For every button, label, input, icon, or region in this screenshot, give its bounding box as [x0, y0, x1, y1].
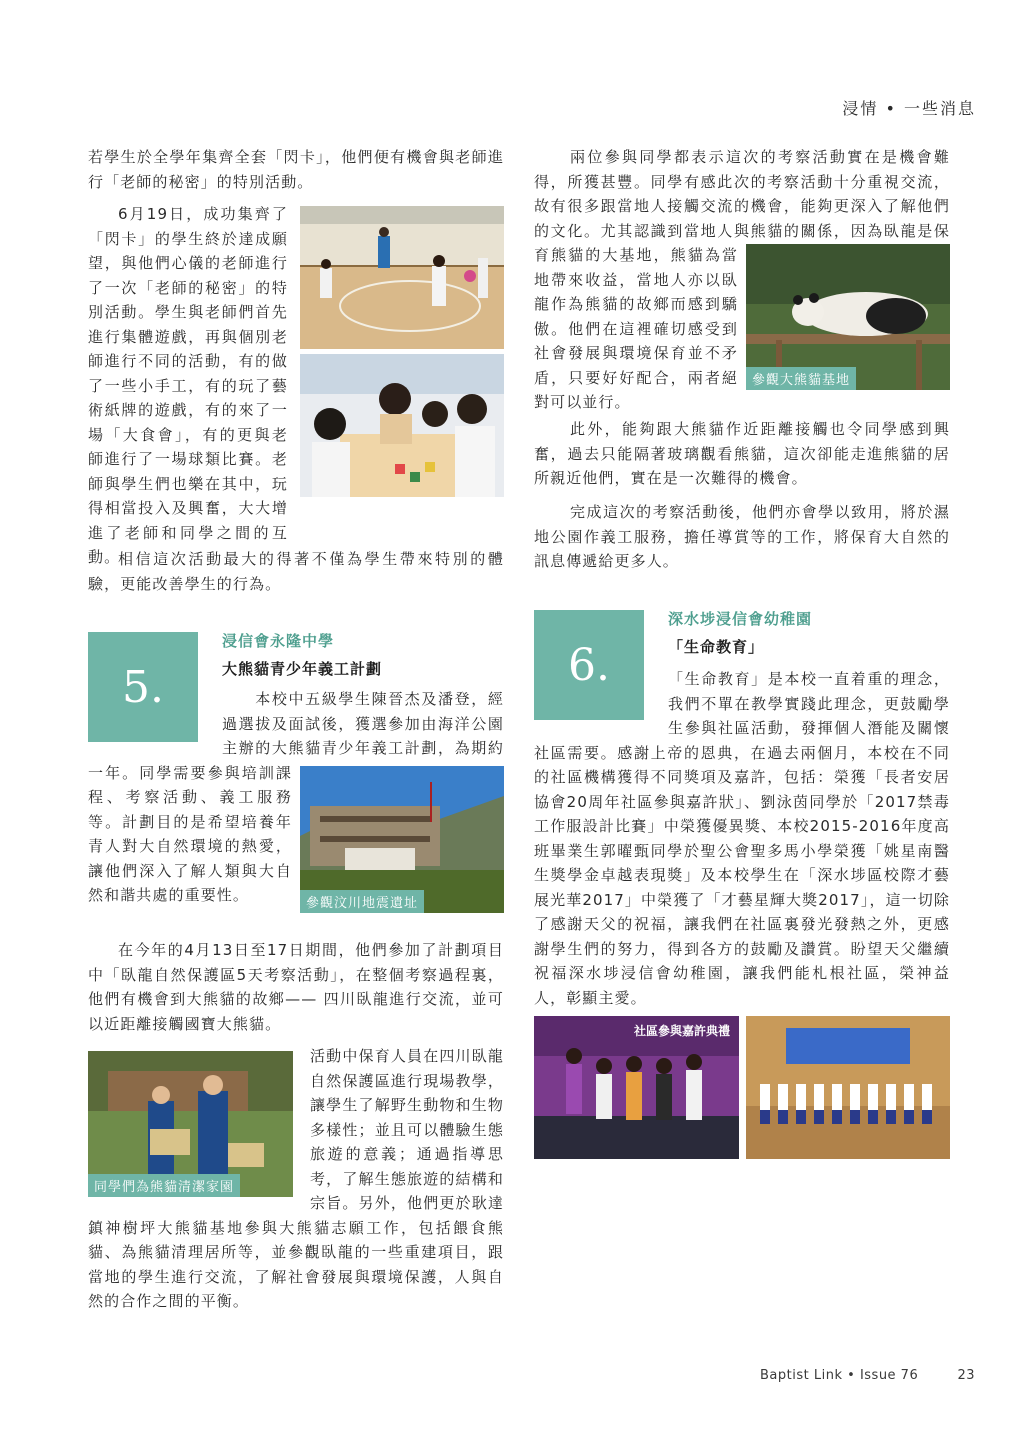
intro-paragraph: 若學生於全學年集齊全套「閃卡」，他們便有機會與老師進行「老師的秘密」的特別活動。: [88, 148, 504, 191]
conclusion-paragraph: 相信這次活動最大的得著不僅為學生帶來特別的體驗，更能改善學生的行為。: [88, 550, 504, 593]
section6-p1: 「生命教育」是本校一直着重的理念，我們不單在教學實踐此理念，更鼓勵學生參與社區活動，發揮個人潛能及關懷社區需要。感謝上帝的恩典，在過去兩個月，本校在不同的社區機構獲得不同獎項及嘉許，包括：榮獲「長者安居協會20周年社區參與嘉許狀」、劉泳茵同學於「2017禁毒工作服設計比賽」中榮獲優異獎、本校2015-2016年度高班畢業生郭曜甄同學於聖公會聖多馬小學榮獲「姚星南醫生獎學金卓越表現獎」及本校學生在「深水埗區校際才藝展光華2017」中榮獲了「才藝星輝大獎2017」，這一切除了感謝天父的祝福，讓我們在社區裏發光發熱之外，更感謝學生們的努力，得到各方的鼓勵及讚賞。盼望天父繼續祝福深水埗浸信會幼稚園，讓我們能札根社區，榮神益人，彰顯主愛。: [534, 667, 950, 1010]
page-number: 23: [957, 1368, 975, 1383]
bullet-separator: •: [847, 1368, 860, 1383]
footer-magazine: [760, 1368, 918, 1383]
layout-shim: [88, 1044, 310, 1196]
project-title-5: 大熊貓青少年義工計劃: [222, 660, 383, 678]
right-p2: 此外，能夠跟大熊貓作近距離接觸也令同學感到興奮，過去只能隔著玻璃觀看熊貓，這次卻能走進熊貓的居所親近他們，實在是一次難得的機會。: [534, 420, 950, 487]
section5-p3: 活動中保育人員在四川臥龍自然保護區進行現場教學，讓學生了解野生動物和生物多樣性；並且可以體驗生態旅遊的意義；通過指導思考，了解生態旅遊的結構和宗旨。另外，他們更於耿達鎮神樹坪大熊貓基地參與大熊貓志願工作，包括餵食熊貓、為熊貓清理居所等，並參觀臥龍的一些重建項目，跟當地的學生進行交流，了解社會發展與環境保護，人與自然的合作之間的平衡。: [88, 1044, 504, 1314]
section-number-5: 5.: [88, 632, 198, 742]
layout-shim: [534, 667, 668, 739]
right-p3: 完成這次的考察活動後，他們亦會學以致用，將於濕地公園作義工服務，擔任導賞等的工作，將保育大自然的訊息傳遞給更多人。: [534, 503, 950, 570]
project-title-6: 「生命教育」: [668, 638, 765, 656]
section5-p1-text: 本校中五級學生陳晉杰及潘登，經過選拔及面試後，獲選參加由海洋公園主辦的大熊貓青少年義工計劃，為期約一年。同學需要參與培訓課程、考察活動、義工服務等。計劃目的是希望培養年青人對大自然環境的熱愛，讓他們深入了解人類與大自然和諧共處的重要性。: [88, 690, 504, 904]
magazine-name: Baptist Link: [760, 1368, 843, 1383]
school-name-6: 深水埗浸信會幼稚園: [668, 610, 813, 628]
footer: [760, 1368, 975, 1383]
photo-gym-game: [300, 206, 504, 349]
caption-cleaning: 同學們為熊貓清潔家園: [88, 1174, 240, 1197]
section5-p2: 在今年的4月13日至17日期間，他們參加了計劃項目中「臥龍自然保護區5天考察活動」，在整個考察過程裏，他們有機會到大熊貓的故鄉—— 四川臥龍進行交流，並可以近距離接觸國寶大熊貓。: [88, 941, 504, 1033]
photo-panda-base: [746, 244, 950, 390]
photo-craft-table: [300, 354, 504, 497]
june-paragraph: 6月19日，成功集齊了「閃卡」的學生終於達成願望，與他們心儀的老師進行了一次「老師的秘密」的特別活動。學生與老師們首先進行集體遊戲，再與個別老師進行不同的活動，有的做了一些小手工，有的玩了藝術紙牌的遊戲，有的來了一場「大食會」，有的更與老師進行了一場球類比賽。老師與學生們也樂在其中，玩得相當投入及興奮，大大增進了老師和同學之間的互動。: [88, 205, 288, 566]
photo-talent-show: [746, 1016, 950, 1159]
school-name-5: 浸信會永隆中學: [222, 632, 335, 650]
caption-earthquake: 參觀汶川地震遺址: [300, 890, 424, 913]
right-p1: 兩位參與同學都表示這次的考察活動實在是機會難得，所獲甚豐。同學有感此次的考察活動十分重視交流，故有很多跟當地人接觸交流的機會，能夠更深入了解他們的文化。尤其認識到當地人與熊貓的關係，因為臥龍是保育熊貓的大基地，熊貓為當地帶來收益，當地人亦以臥龍作為熊貓的故鄉而感到驕傲。他們在這裡確切感受到社會發展與環境保育並不矛盾，只要好好配合，兩者絕對可以並行。: [534, 148, 950, 411]
section-header: 浸情 • 一些消息: [842, 99, 976, 118]
caption-panda: 參觀大熊貓基地: [746, 367, 856, 390]
issue-number: Issue 76: [859, 1368, 919, 1383]
layout-shim: [88, 687, 222, 759]
photo-earthquake-site: [300, 766, 504, 913]
photo-award-ceremony: [534, 1016, 739, 1159]
section-number-6: 6.: [534, 610, 644, 720]
banner-text: 社區參與嘉許典禮: [634, 1024, 731, 1038]
